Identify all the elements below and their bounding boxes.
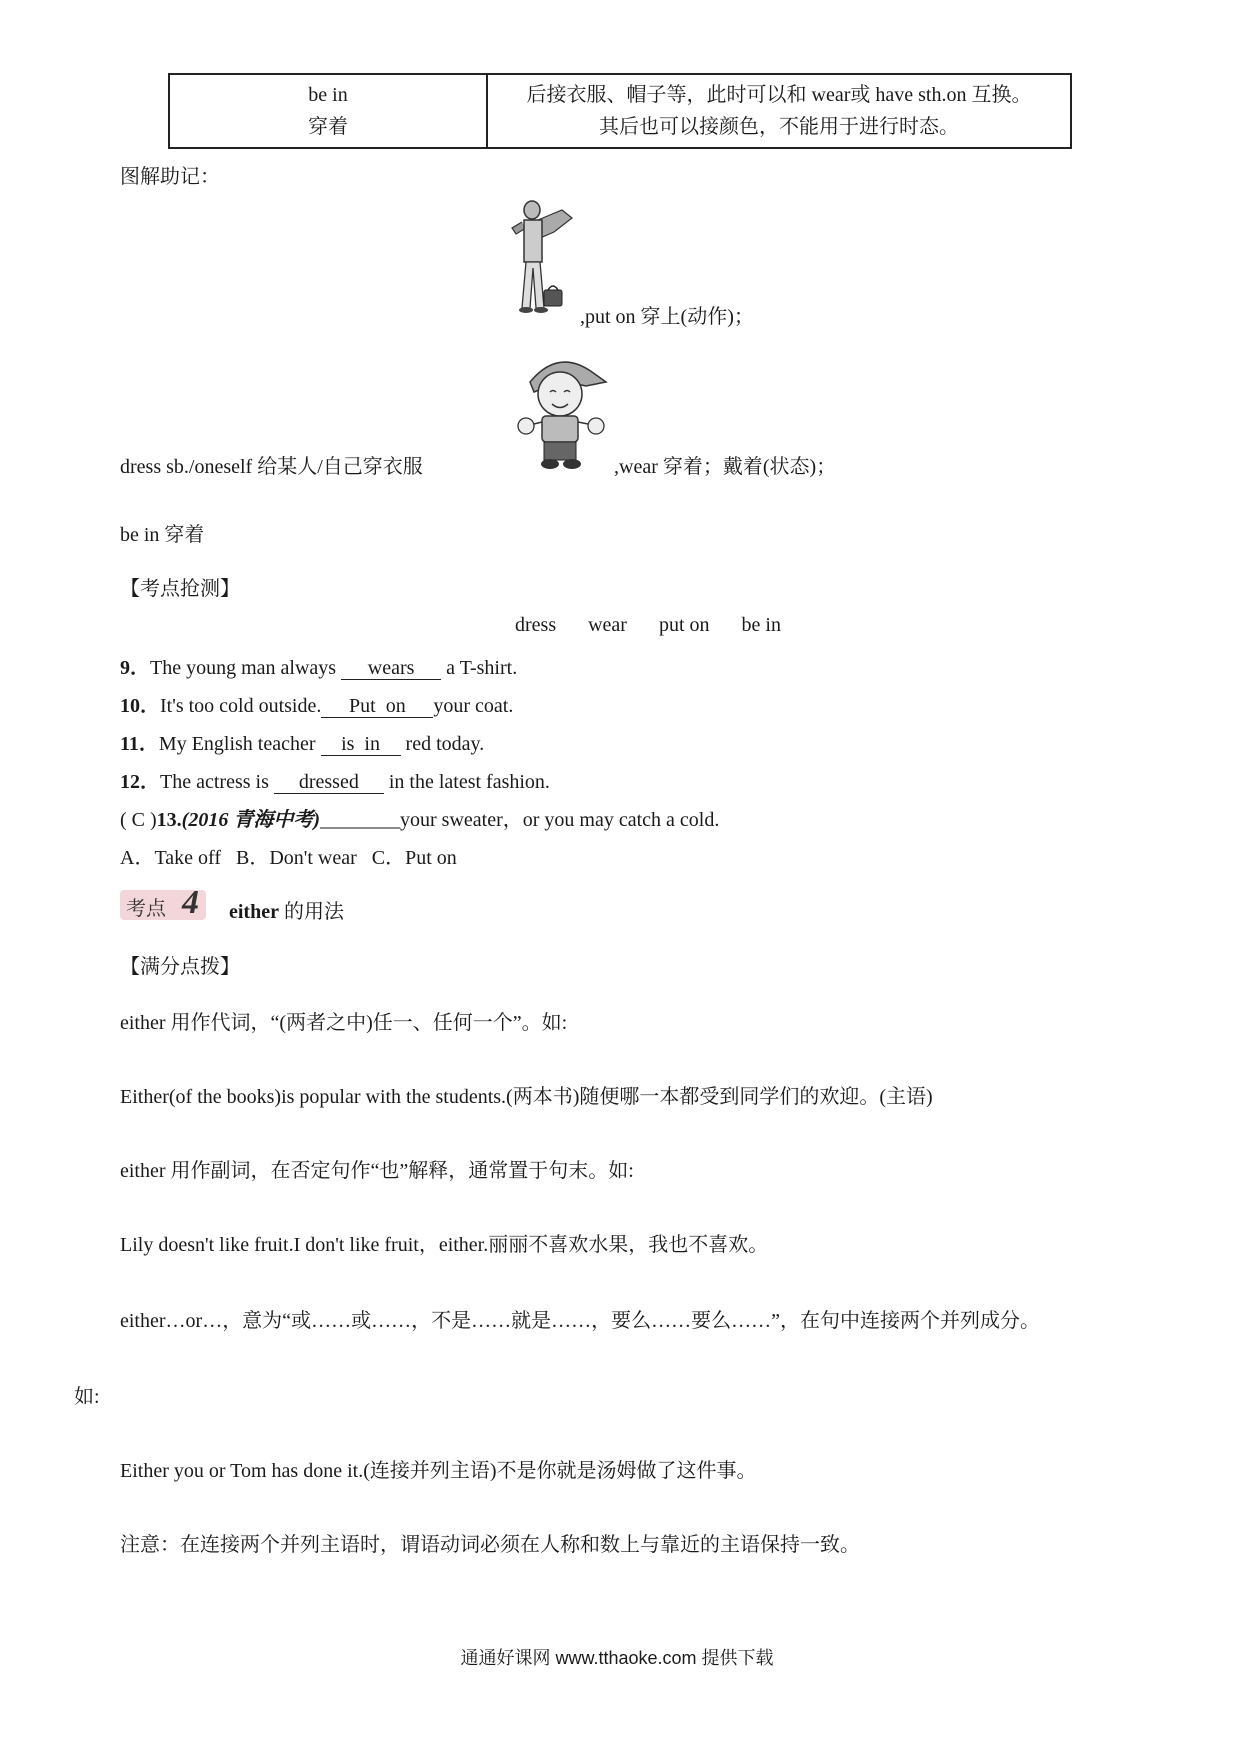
table-cell-explanation [487, 74, 1071, 148]
term-en: be in [308, 84, 348, 106]
dress-label: dress sb./oneself 给某人/自己穿衣服 [120, 456, 423, 478]
word-bank-item: be in [741, 614, 781, 636]
explanation-line-2: 其后也可以接颜色，不能用于进行时态。 [599, 116, 959, 138]
paragraph: either 用作代词，“(两者之中)任一、任何一个”。如: [120, 1012, 568, 1034]
man-putting-on-coat-illustration [508, 198, 578, 320]
word-bank-item: dress [515, 614, 557, 636]
paragraph: Either(of the books)is popular with the students.(两本书)随便哪一本都受到同学们的欢迎。(主语) [120, 1086, 933, 1108]
paragraph: Either you or Tom has done it.(连接并列主语)不是你就是汤姆做了这件事。 [120, 1460, 757, 1482]
question-13-options: A．Take off B．Don't wear C．Put on [120, 847, 457, 869]
paragraph: either 用作副词，在否定句作“也”解释，通常置于句末。如: [120, 1160, 634, 1182]
question-13: ( C )13.(2016 青海中考)________your sweater，or you may catch a cold. [120, 809, 720, 831]
wear-label: ,wear 穿着；戴着(状态)； [614, 456, 837, 478]
paragraph: either…or…，意为“或……或……，不是……就是……，要么……要么……”，在句中连接两个并列成分。 [120, 1310, 1040, 1332]
word-bank-item: put on [658, 614, 710, 636]
table-row [169, 74, 1071, 148]
paragraph: 如: [74, 1386, 100, 1408]
answer-blank: dressed [274, 771, 384, 794]
section-badge [120, 884, 206, 921]
explanation-line-1: 后接衣服、帽子等，此时可以和 wear或 have sth.on 互换。 [526, 84, 1032, 106]
boy-in-cap-illustration [512, 352, 612, 474]
section-title: either 的用法 [229, 901, 344, 923]
answer-blank: wears [341, 657, 441, 680]
answer-blank: is in [321, 733, 401, 756]
answer-blank: Put on [321, 695, 433, 718]
usage-table [168, 73, 1072, 149]
section-badge-number: 4 [182, 884, 199, 921]
table-cell-term [169, 74, 487, 148]
question-source: (2016 青海中考) [181, 809, 320, 831]
page-footer: 通通好课网 www.tthaoke.com 提供下载 [460, 1648, 774, 1668]
paragraph: Lily doesn't like fruit.I don't like fruit，either.丽丽不喜欢水果，我也不喜欢。 [120, 1234, 769, 1256]
tips-heading: 【满分点拨】 [120, 956, 240, 978]
question-9: 9．The young man always wears a T-shirt. [120, 657, 518, 679]
word-bank [515, 614, 781, 637]
paragraph-note: 注意：在连接两个并列主语时，谓语动词必须在人称和数上与靠近的主语保持一致。 [120, 1534, 860, 1556]
put-on-label: ,put on 穿上(动作)； [580, 306, 754, 328]
be-in-label: be in 穿着 [120, 524, 205, 546]
section-badge-label: 考点 [126, 898, 166, 920]
question-10: 10．It's too cold outside. Put on your coat. [120, 695, 514, 717]
word-bank-item: wear [588, 614, 627, 636]
diagram-heading: 图解助记： [120, 166, 220, 188]
question-12: 12．The actress is dressed in the latest fashion. [120, 771, 550, 793]
practice-heading: 【考点抢测】 [120, 578, 240, 600]
term-cn: 穿着 [308, 116, 348, 138]
question-11: 11．My English teacher is in red today. [120, 733, 485, 755]
